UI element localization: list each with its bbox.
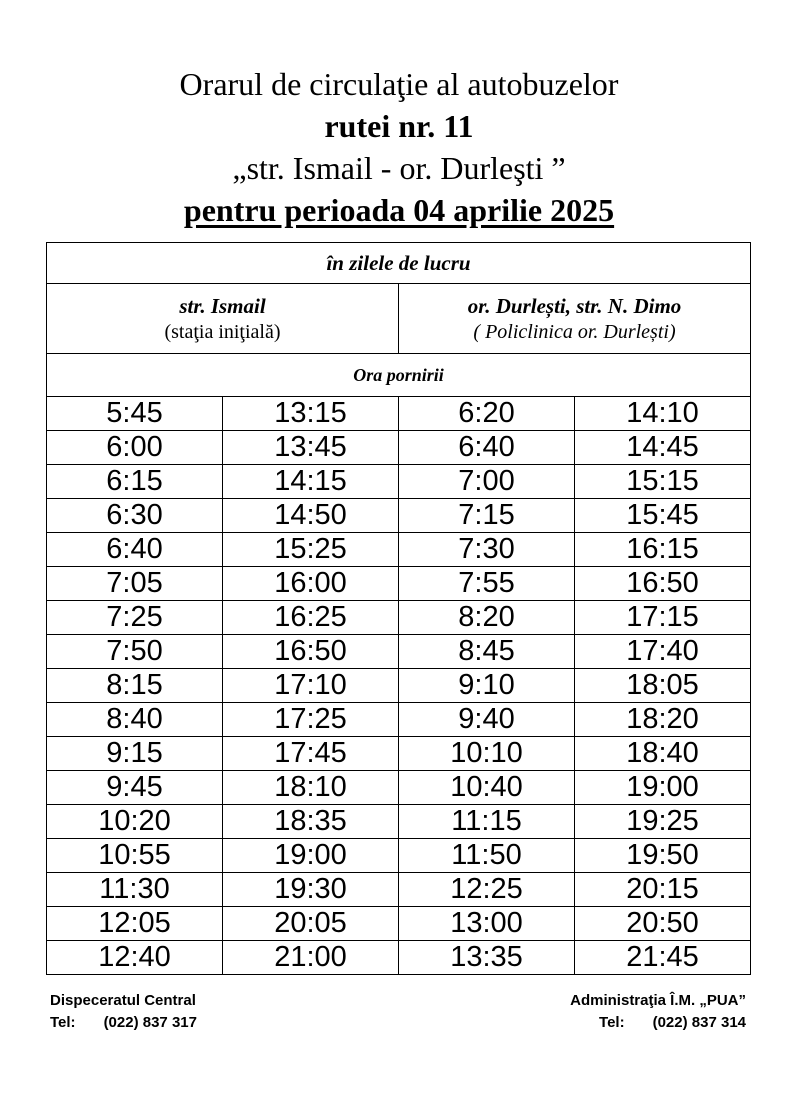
departure-time: 7:50	[47, 635, 223, 669]
departure-time: 14:50	[223, 499, 399, 533]
departure-time: 8:40	[47, 703, 223, 737]
departure-time: 20:15	[575, 873, 751, 907]
departure-time: 9:40	[399, 703, 575, 737]
departure-time: 14:10	[575, 397, 751, 431]
departure-time: 16:25	[223, 601, 399, 635]
departure-time: 6:15	[47, 465, 223, 499]
administration-tel-label: Tel:	[599, 1014, 625, 1031]
period-title	[0, 192, 798, 229]
administration-tel-number: (022) 837 314	[652, 1014, 746, 1031]
departure-time: 6:20	[399, 397, 575, 431]
departure-time: 12:05	[47, 907, 223, 941]
schedule-row	[47, 907, 751, 941]
departure-time: 8:15	[47, 669, 223, 703]
right-stop-header	[399, 284, 751, 354]
schedule-row	[47, 805, 751, 839]
schedule-row	[47, 601, 751, 635]
schedule-row	[47, 669, 751, 703]
departure-time: 16:15	[575, 533, 751, 567]
departure-time: 14:15	[223, 465, 399, 499]
schedule-row	[47, 465, 751, 499]
dispatcher-name: Dispeceratul Central	[50, 992, 196, 1009]
departure-time: 17:25	[223, 703, 399, 737]
departure-time: 10:10	[399, 737, 575, 771]
departure-time: 9:15	[47, 737, 223, 771]
schedule-row	[47, 533, 751, 567]
departure-time: 10:20	[47, 805, 223, 839]
departure-time: 7:25	[47, 601, 223, 635]
departure-time: 9:45	[47, 771, 223, 805]
departure-time: 19:00	[223, 839, 399, 873]
departure-time: 18:35	[223, 805, 399, 839]
schedule-row	[47, 703, 751, 737]
departure-time: 17:15	[575, 601, 751, 635]
departure-time: 16:00	[223, 567, 399, 601]
departure-time: 6:00	[47, 431, 223, 465]
departure-time: 11:30	[47, 873, 223, 907]
departure-time: 13:15	[223, 397, 399, 431]
schedule-row	[47, 567, 751, 601]
departure-time: 19:25	[575, 805, 751, 839]
departure-time: 13:45	[223, 431, 399, 465]
departure-time: 19:30	[223, 873, 399, 907]
departure-time: 8:20	[399, 601, 575, 635]
departure-time: 6:40	[47, 533, 223, 567]
departure-time: 12:25	[399, 873, 575, 907]
departure-time: 10:55	[47, 839, 223, 873]
departure-time: 16:50	[223, 635, 399, 669]
departure-time: 13:35	[399, 941, 575, 975]
schedule-row	[47, 839, 751, 873]
right-stop-sub: ( Policlinica or. Durlești)	[473, 320, 676, 343]
departure-time: 21:45	[575, 941, 751, 975]
departure-time: 7:55	[399, 567, 575, 601]
departure-time: 7:15	[399, 499, 575, 533]
left-stop-sub: (staţia iniţială)	[164, 320, 281, 343]
departure-time: 16:50	[575, 567, 751, 601]
departure-time: 17:10	[223, 669, 399, 703]
period-text: pentru perioada 04 aprilie 2025	[183, 192, 615, 228]
schedule-table	[46, 242, 751, 975]
departure-time: 18:40	[575, 737, 751, 771]
departure-time: 6:30	[47, 499, 223, 533]
schedule-row	[47, 873, 751, 907]
dispatcher-tel-number: (022) 837 317	[103, 1014, 197, 1031]
title-line-1: Orarul de circulaţie al autobuzelor	[179, 66, 619, 102]
departure-time: 10:40	[399, 771, 575, 805]
departure-time: 7:05	[47, 567, 223, 601]
departure-time: 14:45	[575, 431, 751, 465]
dispatcher-tel-label: Tel:	[50, 1014, 76, 1031]
departure-time: 5:45	[47, 397, 223, 431]
departure-time: 6:40	[399, 431, 575, 465]
left-stop-name: str. Ismail	[179, 293, 266, 318]
departure-time: 15:15	[575, 465, 751, 499]
departure-time: 19:00	[575, 771, 751, 805]
departure-time: 13:00	[399, 907, 575, 941]
departure-time: 17:40	[575, 635, 751, 669]
schedule-row	[47, 941, 751, 975]
departure-time: 18:10	[223, 771, 399, 805]
route-number: rutei nr. 11	[324, 108, 474, 144]
departure-time: 11:15	[399, 805, 575, 839]
departure-time: 15:25	[223, 533, 399, 567]
departure-time: 21:00	[223, 941, 399, 975]
schedule-row	[47, 397, 751, 431]
administration-name: Administraţia Î.M. „PUA”	[570, 992, 746, 1009]
departure-time: 17:45	[223, 737, 399, 771]
right-stop-name: or. Durlești, str. N. Dimo	[467, 293, 682, 318]
departure-time: 8:45	[399, 635, 575, 669]
dispatcher-phone	[50, 1014, 197, 1031]
departure-time: 18:20	[575, 703, 751, 737]
administration-phone	[599, 1014, 746, 1031]
departure-time: 7:30	[399, 533, 575, 567]
departure-time: 18:05	[575, 669, 751, 703]
departure-time: 20:05	[223, 907, 399, 941]
departure-time: 12:40	[47, 941, 223, 975]
schedule-row	[47, 737, 751, 771]
schedule-row	[47, 771, 751, 805]
departure-header: Ora pornirii	[47, 354, 751, 397]
schedule-row	[47, 431, 751, 465]
departure-time: 15:45	[575, 499, 751, 533]
route-name: „str. Ismail - or. Durleşti ”	[232, 150, 566, 186]
departure-time: 7:00	[399, 465, 575, 499]
departure-time: 19:50	[575, 839, 751, 873]
departure-time: 9:10	[399, 669, 575, 703]
schedule-row	[47, 635, 751, 669]
left-stop-header	[47, 284, 399, 354]
departure-time: 11:50	[399, 839, 575, 873]
departure-time: 20:50	[575, 907, 751, 941]
days-header: în zilele de lucru	[47, 243, 751, 284]
schedule-row	[47, 499, 751, 533]
